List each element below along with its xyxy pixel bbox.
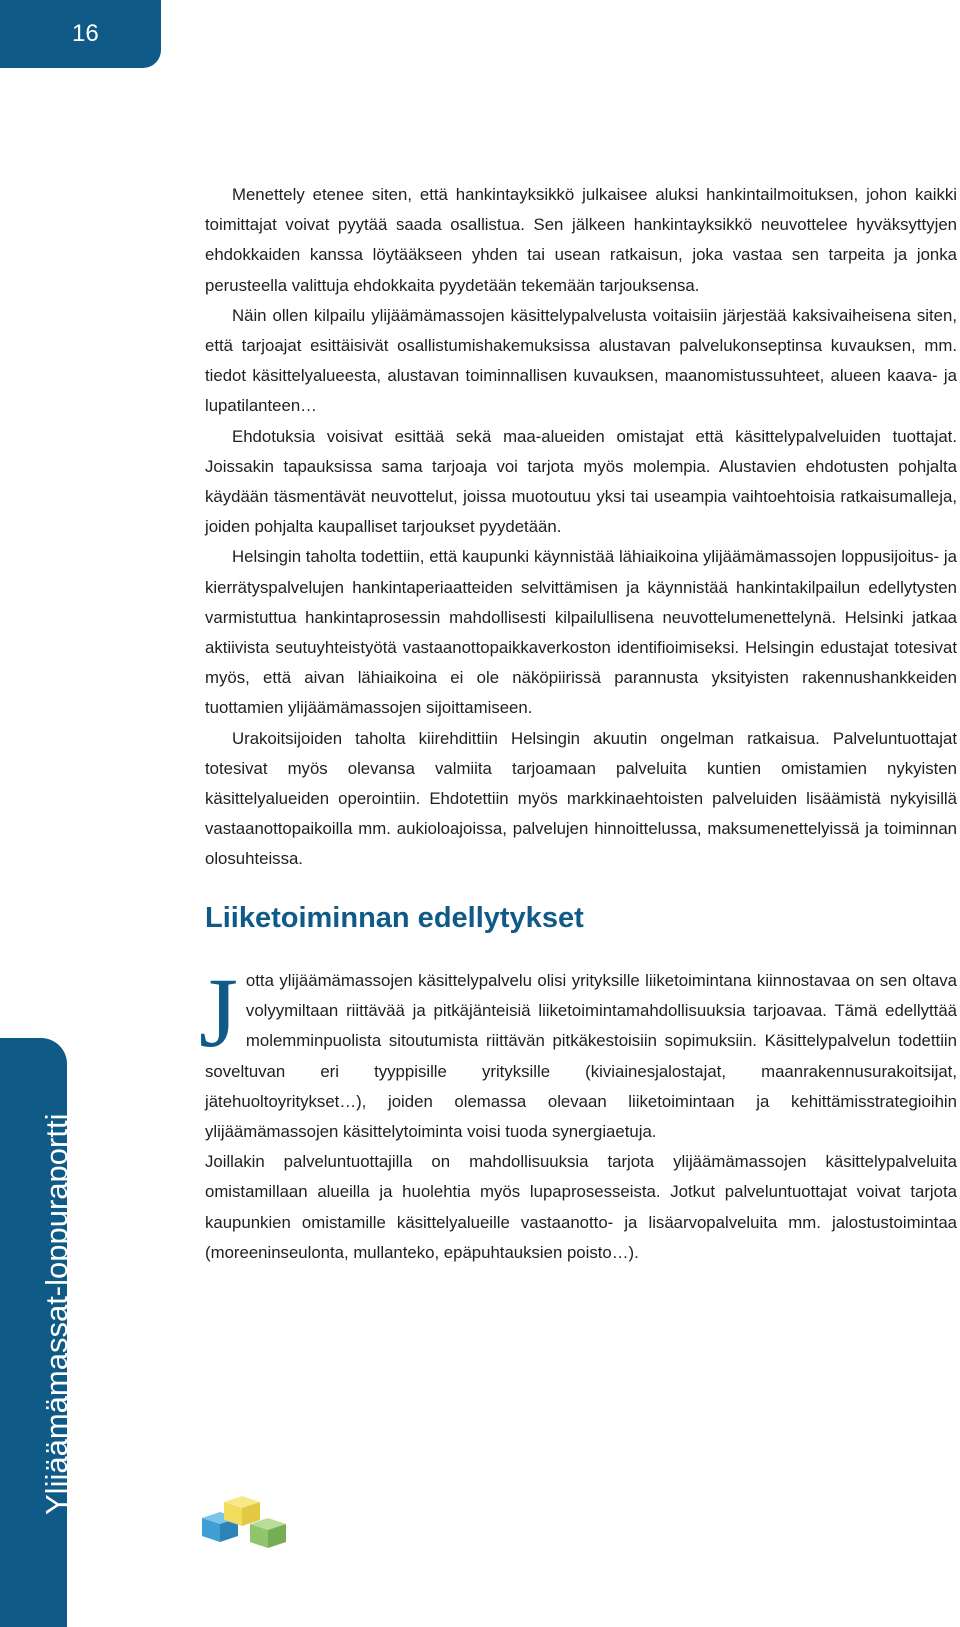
paragraph-7: Joillakin palveluntuottajilla on mahdollisuuksia tarjota ylijäämämassojen käsittelypalveluita omistamillaan alueilla ja huolehtia myös lupaprosesseista. Jotkut palveluntuottajat voivat tarjota kaupunkien omistamille käsittelyalueille vastaanotto- ja lisäarvopalveluita mm. jalostustoimintaa (moreeninseulonta, mullanteko, epäpuhtauksien poisto…). [205,1152,957,1262]
section2-body [199,957,957,1268]
paragraph-4: Helsingin taholta todettiin, että kaupunki käynnistää lähiaikoina ylijäämämassojen loppusijoitus- ja kierrätyspalvelujen hankintaperiaatteiden selvittämisen ja käynnistää hankintakilpailun edellytysten varmistuttua hankintaprosessin mahdollisesti kilpailullisena neuvottelumenettelynä. Helsinki jatkaa aktiivista seutuyhteistyötä vastaanottopaikkaverkoston identifioimiseksi. Helsingin edustajat totesivat myös, että aivan lähiaikoina ei ole näköpiirissä parannusta yksityisten rakennushankkeiden tuottamien ylijäämämassojen sijoittamiseen. [205,547,957,718]
paragraph-dropcap [199,957,957,1147]
section1-body [205,180,957,875]
paragraph-2: Näin ollen kilpailu ylijäämämassojen käsittelypalvelusta voitaisiin järjestää kaksivaiheisena siten, että tarjoajat esittäisivät osallistumishakemuksissa alustavan palvelukonseptinsa kuvauksen, mm. tiedot käsittelyalueesta, alustavan toiminnallisen kuvauksen, maanomistussuhteet, alueen kaava- ja lupatilanteen… [205,305,957,416]
page-number: 16 [72,20,99,47]
paragraph-6-text: otta ylijäämämassojen käsittelypalvelu olisi yrityksille liiketoimintana kiinnostavaa on sen oltava volyymiltaan riittävää ja pitkäjänteisiä liiketoimintamahdollisuuksia tarjoavaa. Tämä edellyttää molemminpuolista sitoutumista riittävän pitkäkestoisiin sopimuksiin. Käsittelypalvelun todettiin soveltuvan eri tyyppisille yrityksille (kiviainesjalostajat, maanrakennusurakoitsijat, jätehuoltoyritykset…), joiden olemassa olevaan liiketoimintaan ja kehittämisstrategioihin ylijäämämassojen käsittelytoiminta voisi tuoda synergiaetuja. [205,971,957,1142]
section-heading: Liiketoiminnan edellytykset [205,902,584,934]
paragraph-1: Menettely etenee siten, että hankintayksikkö julkaisee aluksi hankintailmoituksen, johon kaikki toimittajat voivat pyytää saada osallistua. Sen jälkeen hankintayksikkö neuvottelee hyväksyttyjen ehdokkaiden kanssa löytääkseen yhden tai usean ratkaisun, joka vastaa sen tarpeita ja jonka perusteella valittuja ehdokkaita pyydetään tekemään tarjouksensa. [205,185,957,295]
page-number-tab [0,0,161,68]
drop-cap: J [199,957,238,1068]
colored-cubes-logo-icon [200,1492,296,1550]
side-title: Ylijäämämassat-loppuraportti [39,1113,74,1515]
paragraph-5: Urakoitsijoiden taholta kiirehdittiin Helsingin akuutin ongelman ratkaisua. Palveluntuottajat totesivat myös olevansa valmiita tarjoamaan palveluita kuntien omistamien nykyisten käsittelyalueiden operointiin. Ehdotettiin myös markkinaehtoisten palveluiden lisäämistä nykyisillä vastaanottopaikoilla mm. aukioloajoissa, palvelujen hinnoittelussa, maksumenettelyissä ja toiminnan olosuhteissa. [205,728,957,869]
paragraph-3: Ehdotuksia voisivat esittää sekä maa-alueiden omistajat että käsittelypalveluiden tuottajat. Joissakin tapauksissa sama tarjoaja voi tarjota myös molempia. Alustavien ehdotusten pohjalta käydään täsmentävät neuvottelut, joissa muotoutuu yksi tai useampia vaihtoehtoisia ratkaisumalleja, joiden pohjalta kaupalliset tarjoukset pyydetään. [205,426,957,537]
